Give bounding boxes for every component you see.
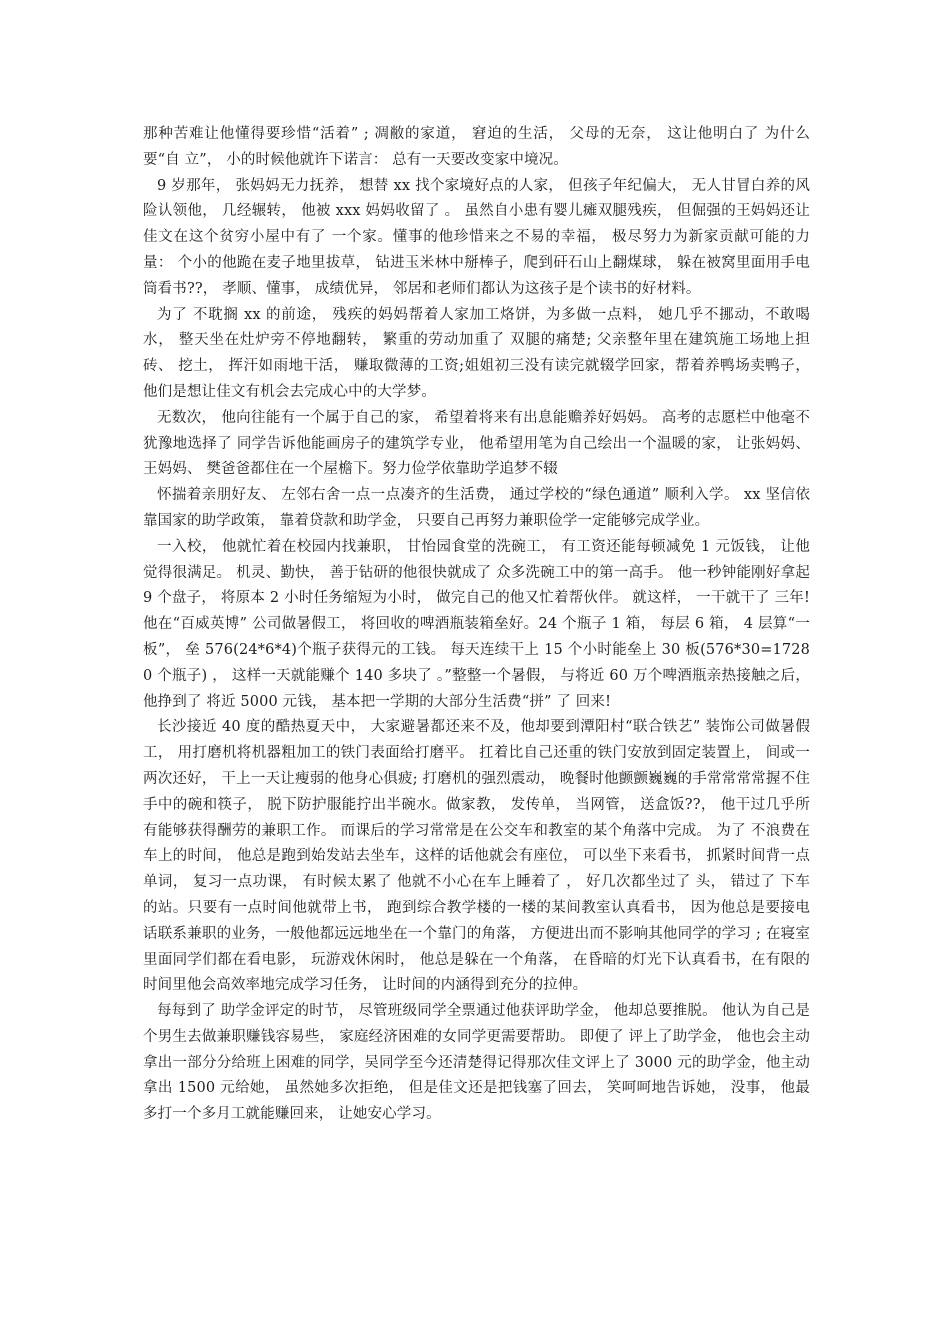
paragraph-8: 每每到了 助学金评定的时节， 尽管班级同学全票通过他获评助学金， 他却总要推脱。 他认为自己是个男生去做兼职赚钱容易些， 家庭经济困难的女同学更需要帮助。 即便了 评上了助学金， 他也会主动拿出一部分分给班上困难的同学，吴同学至今还清楚得记得那次佳文评上了 3000 元的助学金，他主动拿出 1500 元给她， 虽然她多次拒绝， 但是佳文还是把钱塞了回去， 笑呵呵地告诉她， 没事， 他最多打一个多月工就能赚回来， 让她安心学习。 [143, 1003, 810, 1123]
paragraph-6: 一入校， 他就忙着在校园内找兼职， 甘怡园食堂的洗碗工， 有工资还能每顿减免 1 元饭钱， 让他觉得很满足。 机灵、勤快， 善于钻研的他很快就成了 众多洗碗工中的第一高手。 他一秒钟能刚好拿起 9 个盘子， 将原本 2 小时任务缩短为小时， 做完自己的他又忙着帮伙伴。 就这样， 一干就干了 三年!他在“百威英博” 公司做暑假工， 将回收的啤酒瓶装箱垒好。24 个瓶子 1 箱， 每层 6 箱， 4 层算“一板”， 垒 576(24*6*4)个瓶子获得元的工钱。 每天连续干上 15 个小时能垒上 30 板(576*30=17280 个瓶子) ， 这样一天就能赚个 140 多块了 。”整整一个暑假， 与将近 60 万个啤酒瓶亲热接触之后， 他挣到了 将近 5000 元钱， 基本把一学期的大部分生活费“拼” 了 回来! [143, 538, 815, 710]
paragraph-7: 长沙接近 40 度的酷热夏天中， 大家避暑都还来不及，他却要到潭阳村“联合铁艺” 装饰公司做暑假工， 用打磨机将机器粗加工的铁门表面给打磨平。 扛着比自己还重的铁门安放到固定装置上， 间或一两次还好， 干上一天让瘦弱的他身心俱疲; 打磨机的强烈震动， 晚餐时他颤颤巍巍的手常常常常握不住手中的碗和筷子， 脱下防护服能拧出半碗水。做家教， 发传单， 当网管， 送盒饭??， 他干过几乎所有能够获得酬劳的兼职工作。 而课后的学习常常是在公交车和教室的某个角落中完成。 为了 不浪费在车上的时间， 他总是跑到始发站去坐车，这样的话他就会有座位， 可以坐下来看书， 抓紧时间背一点单词， 复习一点功课， 有时候太累了 他就不小心在车上睡着了 ， 好几次都坐过了 头， 错过了 下车的站。只要有一点时间他就带上书， 跑到综合教学楼的一楼的某间教室认真看书， 因为他总是要接电话联系兼职的业务，一般他都远远地坐在一个靠门的角落， 方便进出而不影响其他同学的学习 ; 在寝室里面同学们都在看电影， 玩游戏休闲时， 他总是躲在一个角落， 在昏暗的灯光下认真看书，在有限的时间里他会高效率地完成学习任务， 让时间的内涵得到充分的拉伸。 [143, 719, 810, 994]
document-page [143, 122, 815, 1128]
paragraph-3: 为了 不耽搁 xx 的前途， 残疾的妈妈帮着人家加工烙饼，为多做一点料， 她几乎不挪动，不敢喝水， 整天坐在灶炉旁不停地翻转， 繁重的劳动加重了 双腿的痛楚; 父亲整年里在建筑施工场地上担砖、 挖土， 挥汗如雨地干活， 赚取微薄的工资;姐姐初三没有读完就辍学回家，帮着养鸭场卖鸭子， 他们是想让佳文有机会去完成心中的大学梦。 [143, 306, 815, 400]
paragraph-1: 那种苦难让他懂得要珍惜“活着” ; 凋敝的家道， 窘迫的生活， 父母的无奈， 这让他明白了 为什么要“自 立”， 小的时候他就许下诺言： 总有一天要改变家中境况。 [143, 126, 810, 168]
paragraph-4: 无数次， 他向往能有一个属于自己的家， 希望着将来有出息能赡养好妈妈。 高考的志愿栏中他毫不犹豫地选择了 同学告诉他能画房子的建筑学专业， 他希望用笔为自己绘出一个温暖的家， 让张妈妈、 王妈妈、 樊爸爸都住在一个屋檐下。努力俭学依靠助学追梦不辍 [143, 409, 815, 478]
paragraph-5: 怀揣着亲朋好友、 左邻右舍一点一点凑齐的生活费， 通过学校的“绿色通道” 顺利入学。 xx 坚信依靠国家的助学政策， 靠着贷款和助学金， 只要自己再努力兼职俭学一定能够完成学业。 [143, 487, 810, 529]
paragraph-2: 9 岁那年， 张妈妈无力抚养， 想替 xx 找个家境好点的人家， 但孩子年纪偏大， 无人甘冒白养的风险认领他， 几经辗转， 他被 xxx 妈妈收留了 。 虽然自小患有婴儿瘫双腿残疾， 但倔强的王妈妈还让佳文在这个贫穷小屋中有了 一个家。懂事的他珍惜来之不易的幸福， 极尽努力为新家贡献可能的力量： 个小的他跪在麦子地里拔草， 钻进玉米林中掰棒子，爬到矸石山上翻煤球， 躲在被窝里面用手电筒看书??， 孝顺、懂事， 成绩优异， 邻居和老师们都认为这孩子是个读书的好材料。 [143, 177, 810, 297]
